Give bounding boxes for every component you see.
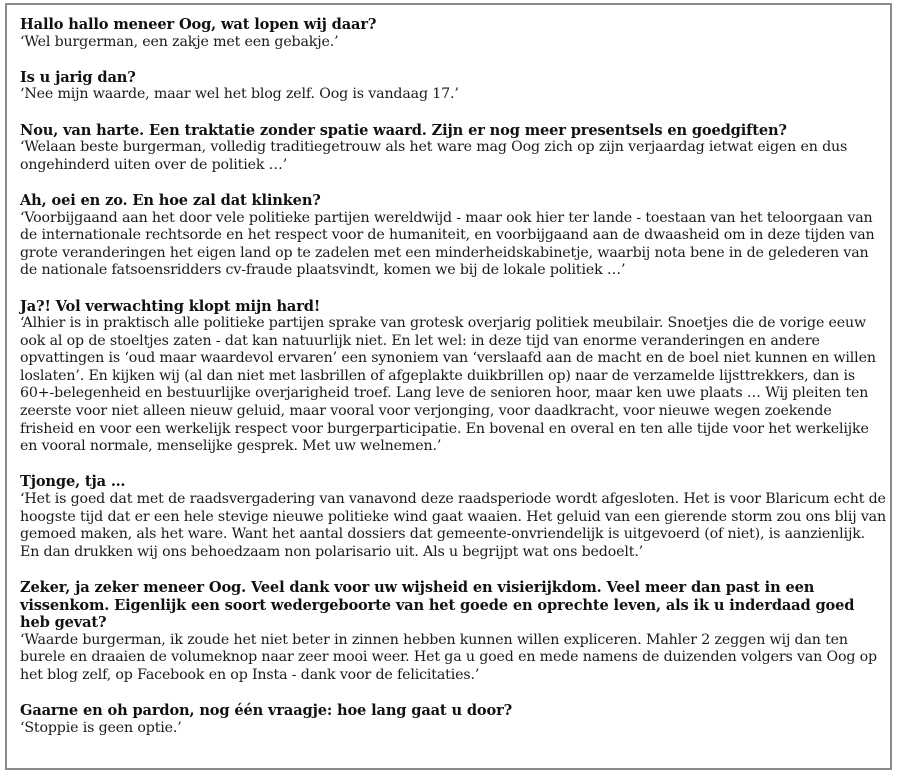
answer: ‘Het is goed dat met de raadsvergadering van vanavond deze raadsperiode wordt afgesloten. Het is voor Blaricum echt de hoogste tijd dat er een hele stevige nieuwe politieke wind gaat waaien. Het geluid van een gierende storm zou ons blij van gemoed maken, als het ware. Want het aantal dossiers dat gemeente-onvriendelijk is uitgevoerd (of niet), is aanzienlijk. En dan drukken wij ons behoedzaam non polarisario uit. Als u begrijpt wat ons bedoelt.’ <box>20 491 886 560</box>
document-frame <box>5 3 892 770</box>
answer: ‘Wel burgerman, een zakje met een gebakje.’ <box>20 33 339 50</box>
qa-entry-7 <box>20 579 888 685</box>
qa-entry-1 <box>20 16 888 51</box>
answer: ‘Waarde burgerman, ik zoude het niet beter in zinnen hebben kunnen willen expliceren. Mahler 2 zeggen wij dan ten burele en draaien de volumeknop naar zeer mooi weer. Het ga u goed en mede namens de duizenden volgers van Oog op het blog zelf, op Facebook en op Insta - dank voor de felicitaties.’ <box>20 631 877 683</box>
question: Is u jarig dan? <box>20 68 136 86</box>
question: Hallo hallo meneer Oog, wat lopen wij daar? <box>20 16 377 33</box>
answer: ‘Welaan beste burgerman, volledig traditiegetrouw als het ware mag Oog zich op zijn verjaardag ietwat eigen en dus ongehinderd uiten over de politiek …’ <box>20 139 848 173</box>
answer: ‘Alhier is in praktisch alle politieke partijen sprake van grotesk overjarig politiek meubilair. Snoetjes die de vorige eeuw ook al op de stoeltjes zaten - dat kan natuurlijk niet. En let wel: in deze tijd van enorme veranderingen en andere opvattingen is ‘oud maar waardevol ervaren’ een synoniem van ‘verslaafd aan de macht en de boel niet kunnen en willen loslaten’. En kijken wij (al dan niet met lasbrillen of afgeplakte duikbrillen op) naar de verzamelde lijsttrekkers, dan is 60+-belegenheid en bestuurlijke overjarigheid troef. Lang leve de senioren hoor, maar ken uwe plaats … Wij pleiten ten zeerste voor niet alleen nieuw geluid, maar vooral voor verjonging, voor daadkracht, voor nieuwe wegen zoekende frisheid en voor een werkelijk respect voor burgerparticipatie. En bovenal en overal en ten alle tijde voor het werkelijke en vooral normale, menselijke gesprek. Met uw welnemen.’ <box>20 315 876 455</box>
qa-entry-2 <box>20 69 888 104</box>
qa-entry-6 <box>20 473 888 561</box>
qa-entry-4 <box>20 192 888 280</box>
question: Gaarne en oh pardon, nog één vraagje: hoe lang gaat u door? <box>20 702 513 720</box>
question: Ja?! Vol verwachting klopt mijn hard! <box>20 297 321 315</box>
question: Nou, van harte. Een traktatie zonder spatie waard. Zijn er nog meer presentsels en goedgiften? <box>20 121 787 139</box>
qa-entry-3 <box>20 122 888 175</box>
question: Tjonge, tja … <box>20 473 126 491</box>
question: Ah, oei en zo. En hoe zal dat klinken? <box>20 191 321 209</box>
answer: ‘Voorbijgaand aan het door vele politieke partijen wereldwijd - maar ook hier ter lande - toestaan van het teloorgaan van de internationale rechtsorde en het respect voor de humaniteit, en voorbijgaand aan de dwaasheid om in deze tijden van grote veranderingen het eigen land op te zadelen met een minderheidskabinetje, waarbij nota bene in de gelederen van de nationale fatsoensridders cv-fraude plaatsvindt, komen we bij de lokale politiek …’ <box>20 209 875 279</box>
qa-entry-5 <box>20 298 888 456</box>
answer: ‘Stoppie is geen optie.’ <box>20 719 182 736</box>
answer: ‘Nee mijn waarde, maar wel het blog zelf. Oog is vandaag 17.’ <box>20 86 459 103</box>
question: Zeker, ja zeker meneer Oog. Veel dank voor uw wijsheid en visierijkdom. Veel meer dan past in een vissenkom. Eigenlijk een soort wedergeboorte van het goede en oprechte leven, als ik u inderdaad goed heb gevat? <box>20 579 855 632</box>
qa-entry-8 <box>20 702 888 737</box>
interview-content <box>20 16 888 755</box>
